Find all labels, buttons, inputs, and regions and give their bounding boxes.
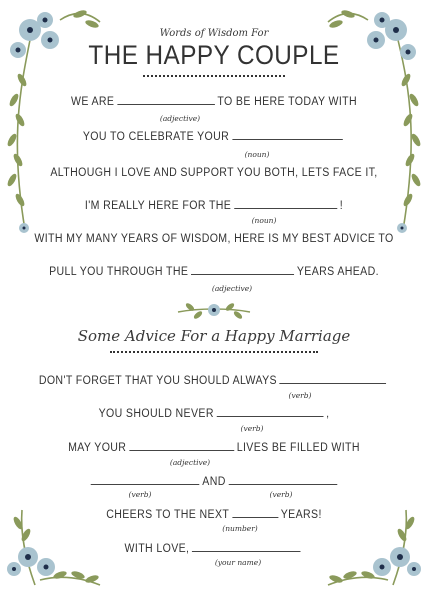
fill-blank-number[interactable] <box>232 516 278 518</box>
blank-hint: (noun) <box>251 216 277 225</box>
advice-line-4 <box>17 476 411 488</box>
sentence-line-2 <box>17 131 411 143</box>
advice-line-5 <box>17 509 411 521</box>
section-title: Some Advice For a Happy Marriage <box>77 327 351 345</box>
fill-blank-adjective[interactable] <box>129 449 234 451</box>
fill-blank-verb[interactable] <box>91 483 200 485</box>
fill-blank-adjective[interactable] <box>191 273 294 275</box>
title-divider <box>143 75 285 77</box>
blank-hint: (verb) <box>269 490 293 499</box>
fill-blank-noun[interactable] <box>232 138 342 140</box>
sentence-line-3: ALTHOUGH I LOVE AND SUPPORT YOU BOTH, LETS FACE IT, <box>50 167 378 179</box>
sentence-text: WE ARE <box>70 96 115 108</box>
sentence-text: DON'T FORGET THAT YOU SHOULD ALWAYS <box>38 375 277 387</box>
fill-blank-noun[interactable] <box>234 207 337 209</box>
header-subtitle: Words of Wisdom For <box>159 28 269 39</box>
fill-blank-verb[interactable] <box>228 483 337 485</box>
signature-line <box>17 543 411 555</box>
sentence-text: LIVES BE FILLED WITH <box>236 442 360 454</box>
sentence-text: TO BE HERE TODAY WITH <box>217 96 358 108</box>
blank-hint: (your name) <box>214 558 262 567</box>
fill-blank-adjective[interactable] <box>117 103 215 105</box>
blank-hint: (number) <box>222 524 258 533</box>
sentence-text: CHEERS TO THE NEXT <box>106 509 230 521</box>
sentence-text: YEARS! <box>280 509 322 521</box>
fill-blank-your-name[interactable] <box>192 550 301 552</box>
sentence-text: , <box>326 408 330 420</box>
sentence-text: MAY YOUR <box>68 442 127 454</box>
sentence-text: WITH LOVE, <box>124 543 190 555</box>
sentence-text: YOU SHOULD NEVER <box>98 408 214 420</box>
blank-hint: (adjective) <box>169 458 211 467</box>
advice-line-1 <box>17 375 411 387</box>
advice-line-2 <box>17 408 411 420</box>
blank-hint: (verb) <box>128 490 152 499</box>
sentence-text: YEARS AHEAD. <box>296 266 379 278</box>
advice-line-3 <box>17 442 411 454</box>
sentence-text: ! <box>339 200 344 212</box>
sentence-text: I'M REALLY HERE FOR THE <box>84 200 232 212</box>
sentence-text: YOU TO CELEBRATE YOUR <box>82 131 230 143</box>
section-divider <box>110 351 318 353</box>
sentence-text: PULL YOU THROUGH THE <box>49 266 189 278</box>
sentence-text: AND <box>202 476 226 488</box>
blank-hint: (verb) <box>288 391 312 400</box>
blank-hint: (verb) <box>240 424 264 433</box>
fill-blank-verb[interactable] <box>217 415 324 417</box>
sentence-line-6 <box>17 266 411 278</box>
sentence-line-4 <box>17 200 411 212</box>
blank-hint: (noun) <box>244 150 270 159</box>
page-title: THE HAPPY COUPLE <box>88 40 340 70</box>
sentence-line-1 <box>17 96 411 108</box>
blank-hint: (adjective) <box>211 284 253 293</box>
sentence-line-5: WITH MY MANY YEARS OF WISDOM, HERE IS MY BEST ADVICE TO <box>34 233 394 245</box>
floral-divider-icon <box>174 300 254 322</box>
blank-hint: (adjective) <box>159 114 201 123</box>
fill-blank-verb[interactable] <box>280 382 387 384</box>
